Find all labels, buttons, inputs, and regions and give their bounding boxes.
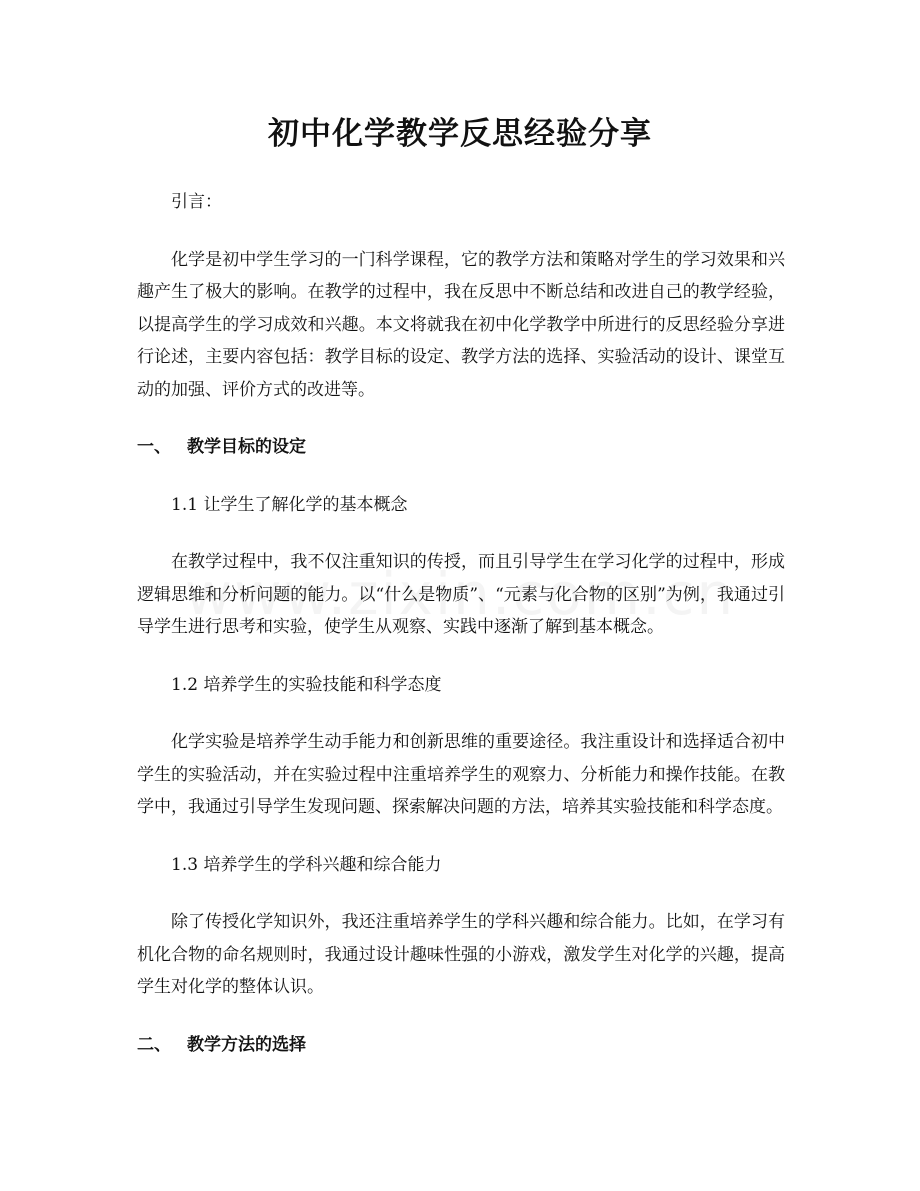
intro-label: 引言： [171, 192, 222, 212]
page-title: 初中化学教学反思经验分享 [268, 116, 652, 152]
section-heading-1 [137, 431, 785, 464]
subsection-paragraph-1-3: 除了传授化学知识外，我还注重培养学生的学科兴趣和综合能力。比如，在学习有机化合物的命名规则时，我通过设计趣味性强的小游戏，激发学生对化学的兴趣，提高学生对化学的整体认识。 [137, 912, 785, 997]
section-number: 一、 [137, 437, 171, 457]
intro-paragraph: 化学是初中学生学习的一门科学课程，它的教学方法和策略对学生的学习效果和兴趣产生了极大的影响。在教学的过程中，我在反思中不断总结和改进自己的教学经验，以提高学生的学习成效和兴趣。本文将就我在初中化学教学中所进行的反思经验分享进行论述，主要内容包括：教学目标的设定、教学方法的选择、实验活动的设计、课堂互动的加强、评价方式的改进等。 [137, 249, 785, 400]
subsection-heading-1-2: 1.2 培养学生的实验技能和科学态度 [171, 674, 442, 695]
document-body [137, 186, 785, 1086]
subsection-heading-1-1: 1.1 让学生了解化学的基本概念 [171, 494, 408, 515]
subsection-heading-1-3: 1.3 培养学生的学科兴趣和综合能力 [171, 854, 442, 875]
section-title: 教学方法的选择 [187, 1034, 306, 1055]
subsection-paragraph-1-2: 化学实验是培养学生动手能力和创新思维的重要途径。我注重设计和选择适合初中学生的实验活动，并在实验过程中注重培养学生的观察力、分析能力和操作技能。在教学中，我通过引导学生发现问题、探索解决问题的方法，培养其实验技能和科学态度。 [137, 732, 785, 817]
section-heading-2 [137, 1029, 785, 1062]
subsection-paragraph-1-1: 在教学过程中，我不仅注重知识的传授，而且引导学生在学习化学的过程中，形成逻辑思维和分析问题的能力。以“什么是物质”、“元素与化合物的区别”为例，我通过引导学生进行思考和实验，使学生从观察、实践中逐渐了解到基本概念。 [137, 552, 785, 637]
section-number: 二、 [137, 1034, 171, 1055]
section-title: 教学目标的设定 [187, 437, 306, 457]
